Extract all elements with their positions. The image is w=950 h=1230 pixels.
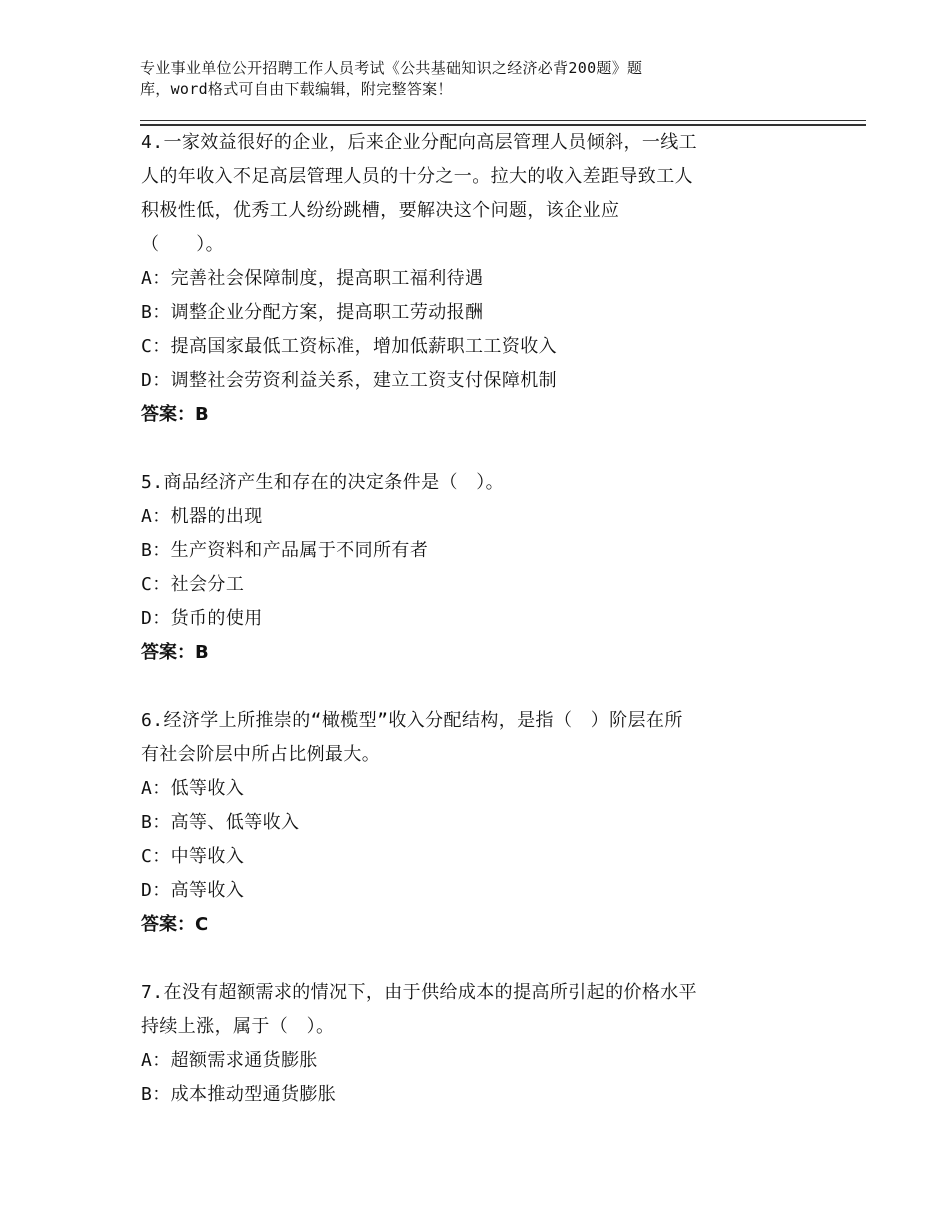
question-text-line: 7.在没有超额需求的情况下，由于供给成本的提高所引起的价格水平 <box>141 982 698 1003</box>
question-6 <box>141 704 801 942</box>
question-text-line: 有社会阶层中所占比例最大。 <box>141 744 381 765</box>
option-b: B：调整企业分配方案，提高职工劳动报酬 <box>141 302 484 323</box>
question-text-line: 5.商品经济产生和存在的决定条件是（ ）。 <box>141 472 505 493</box>
spacer <box>141 670 801 704</box>
option-c: C：中等收入 <box>141 846 245 867</box>
question-list <box>141 126 801 1112</box>
option-a: A：超额需求通货膨胀 <box>141 1050 318 1071</box>
option-d: D：高等收入 <box>141 880 245 901</box>
option-a: A：机器的出现 <box>141 506 263 527</box>
header-line-1: 专业事业单位公开招聘工作人员考试《公共基础知识之经济必背200题》题 <box>140 59 643 77</box>
answer-label: 答案：B <box>141 642 209 663</box>
option-b: B：高等、低等收入 <box>141 812 300 833</box>
question-text-line: （ ）。 <box>141 234 224 255</box>
question-text-line: 4.一家效益很好的企业，后来企业分配向高层管理人员倾斜，一线工 <box>141 132 698 153</box>
answer-label: 答案：C <box>141 914 209 935</box>
question-5 <box>141 466 801 670</box>
option-a: A：低等收入 <box>141 778 245 799</box>
document-header <box>140 58 840 100</box>
question-4 <box>141 126 801 432</box>
option-a: A：完善社会保障制度，提高职工福利待遇 <box>141 268 484 289</box>
answer-label: 答案：B <box>141 404 209 425</box>
question-text-line: 积极性低，优秀工人纷纷跳槽，要解决这个问题，该企业应 <box>141 200 620 221</box>
header-line-2: 库，word格式可自由下载编辑，附完整答案！ <box>140 80 453 98</box>
question-text-line: 持续上涨，属于（ ）。 <box>141 1016 335 1037</box>
option-c: C：提高国家最低工资标准，增加低薪职工工资收入 <box>141 336 558 357</box>
option-d: D：调整社会劳资利益关系，建立工资支付保障机制 <box>141 370 558 391</box>
option-c: C：社会分工 <box>141 574 245 595</box>
option-b: B：成本推动型通货膨胀 <box>141 1084 337 1105</box>
question-text-line: 6.经济学上所推崇的“橄榄型”收入分配结构，是指（ ）阶层在所 <box>141 710 683 731</box>
spacer <box>141 942 801 976</box>
question-text-line: 人的年收入不足高层管理人员的十分之一。拉大的收入差距导致工人 <box>141 166 693 187</box>
question-7 <box>141 976 801 1112</box>
option-b: B：生产资料和产品属于不同所有者 <box>141 540 429 561</box>
option-d: D：货币的使用 <box>141 608 263 629</box>
spacer <box>141 432 801 466</box>
